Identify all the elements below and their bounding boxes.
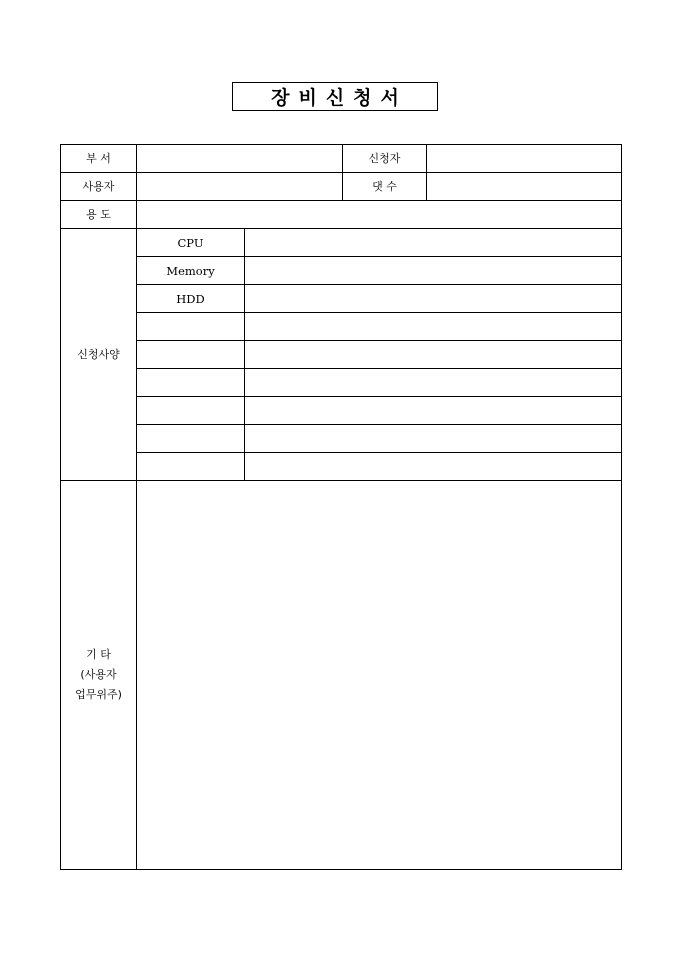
spec-item-label[interactable] bbox=[137, 313, 245, 341]
purpose-value[interactable] bbox=[137, 201, 622, 229]
spec-section-label: 신청사양 bbox=[61, 229, 137, 481]
spec-row bbox=[61, 397, 622, 425]
spec-item-label: CPU bbox=[137, 229, 245, 257]
spec-item-label[interactable] bbox=[137, 397, 245, 425]
spec-item-label[interactable] bbox=[137, 425, 245, 453]
spec-item-value[interactable] bbox=[245, 313, 622, 341]
spec-item-value[interactable] bbox=[245, 285, 622, 313]
spec-item-label[interactable] bbox=[137, 369, 245, 397]
quantity-label: 댓 수 bbox=[343, 173, 427, 201]
etc-label-cell bbox=[61, 481, 137, 870]
row-user bbox=[61, 173, 622, 201]
etc-value[interactable] bbox=[137, 481, 622, 870]
row-etc bbox=[61, 481, 622, 870]
spec-item-value[interactable] bbox=[245, 257, 622, 285]
spec-item-value[interactable] bbox=[245, 397, 622, 425]
spec-row bbox=[61, 257, 622, 285]
application-form-table bbox=[60, 144, 622, 870]
row-department bbox=[61, 145, 622, 173]
spec-item-value[interactable] bbox=[245, 453, 622, 481]
spec-item-label[interactable] bbox=[137, 341, 245, 369]
spec-row bbox=[61, 313, 622, 341]
spec-row bbox=[61, 285, 622, 313]
spec-item-value[interactable] bbox=[245, 229, 622, 257]
spec-item-value[interactable] bbox=[245, 369, 622, 397]
etc-label-line2: (사용자 bbox=[80, 668, 117, 681]
applicant-value[interactable] bbox=[427, 145, 622, 173]
etc-label-line1: 기 타 bbox=[86, 648, 111, 661]
spec-row bbox=[61, 229, 622, 257]
applicant-label: 신청자 bbox=[343, 145, 427, 173]
spec-item-value[interactable] bbox=[245, 425, 622, 453]
spec-row bbox=[61, 453, 622, 481]
etc-label-line3: 업무위주) bbox=[75, 688, 122, 701]
row-purpose bbox=[61, 201, 622, 229]
department-value[interactable] bbox=[137, 145, 343, 173]
spec-row bbox=[61, 369, 622, 397]
spec-item-label: Memory bbox=[137, 257, 245, 285]
spec-row bbox=[61, 341, 622, 369]
quantity-value[interactable] bbox=[427, 173, 622, 201]
spec-row bbox=[61, 425, 622, 453]
spec-item-value[interactable] bbox=[245, 341, 622, 369]
department-label: 부 서 bbox=[61, 145, 137, 173]
purpose-label: 용 도 bbox=[61, 201, 137, 229]
etc-label bbox=[61, 645, 136, 705]
spec-item-label[interactable] bbox=[137, 453, 245, 481]
user-value[interactable] bbox=[137, 173, 343, 201]
user-label: 사용자 bbox=[61, 173, 137, 201]
spec-item-label: HDD bbox=[137, 285, 245, 313]
document-title: 장비신청서 bbox=[232, 82, 438, 111]
